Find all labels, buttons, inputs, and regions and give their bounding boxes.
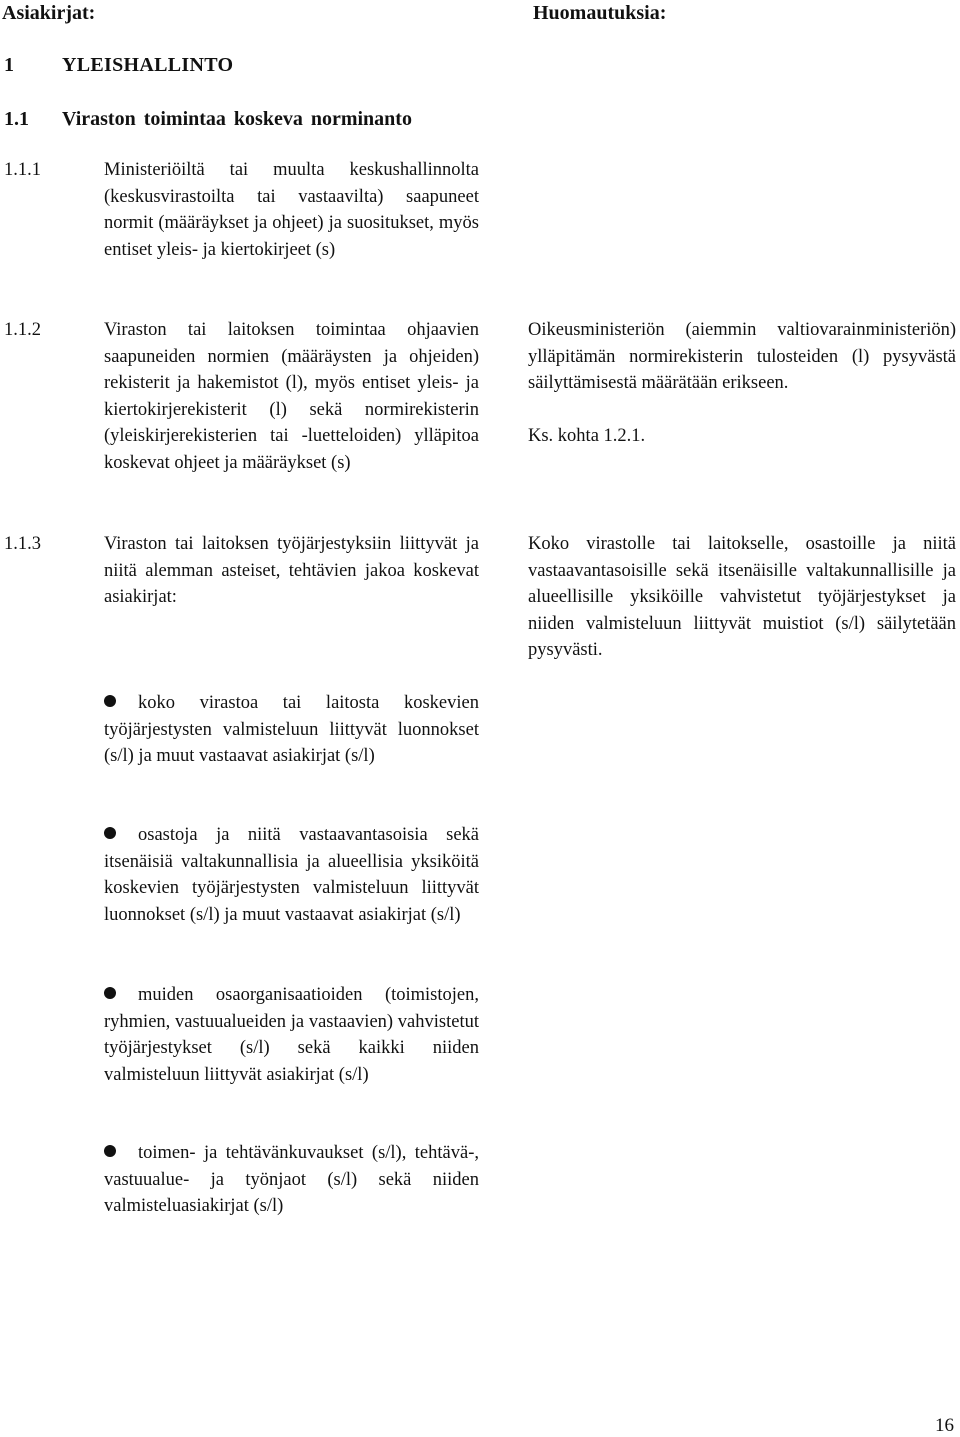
bullet-item: osastoja ja niitä vastaavantasoisia sekä itsenäisiä valtakunnallisia ja alueellisia yksiköitä koskevien työjärjestysten valmisteluun liittyvät luonnokset (s/l) ja muut vastaavat asiakirjat (s/l)	[104, 825, 479, 925]
bullet-dot-icon	[104, 987, 116, 999]
item-1-1-2-text: Viraston tai laitoksen toimintaa ohjaavien saapuneiden normien (määräysten ja ohjeiden) rekisterit ja hakemistot (l), myös entiset yleis- ja kiertokirjerekisterit (l) sekä normirekisterin (yleiskirjerekisterien tai -luetteloiden) ylläpitoa koskevat ohjeet ja määräykset (s)	[104, 320, 479, 473]
item-1-1-3-text: Viraston tai laitoksen työjärjestyksiin liittyvät ja niitä alemman asteiset, tehtävien jakoa koskevat asiakirjat:	[104, 534, 479, 607]
header-remarks: Huomautuksia:	[533, 2, 667, 24]
section-1-number: 1	[4, 54, 14, 76]
item-1-1-2-number: 1.1.2	[4, 320, 41, 340]
section-1-title: YLEISHALLINTO	[62, 54, 234, 76]
page-number: 16	[935, 1415, 954, 1436]
bullet-item: koko virastoa tai laitosta koskevien työjärjestysten valmisteluun liittyvät luonnokset (s/l) ja muut vastaavat asiakirjat (s/l)	[104, 693, 479, 766]
bullet-dot-icon	[104, 1145, 116, 1157]
note-1-1-3: Koko virastolle tai laitokselle, osastoille ja niitä vastaavantasoisille sekä itsenäisille valtakunnallisille ja alueellisille yksiköille vahvistetut työjärjestykset ja niiden valmisteluun liittyvät muistiot (s/l) säilytetään pysyvästi.	[528, 534, 956, 660]
item-1-1-1-number: 1.1.1	[4, 160, 41, 180]
bullet-dot-icon	[104, 695, 116, 707]
section-1-1-title: Viraston toimintaa koskeva norminanto	[62, 108, 412, 130]
item-1-1-1-text: Ministeriöiltä tai muulta keskushallinnolta (keskusvirastoilta tai vastaavilta) saapuneet normit (määräykset ja ohjeet) ja suositukset, myös entiset yleis- ja kiertokirjeet (s)	[104, 160, 479, 260]
note-1-1-2: Oikeusministeriön (aiemmin valtiovarainministeriön) ylläpitämän normirekisterin tulosteiden (l) pysyvästä säilyttämisestä määrätään erikseen.	[528, 320, 956, 393]
bullet-item: toimen- ja tehtävänkuvaukset (s/l), tehtävä-, vastuualue- ja työnjaot (s/l) sekä niiden valmisteluasiakirjat (s/l)	[104, 1143, 479, 1216]
bullet-dot-icon	[104, 827, 116, 839]
header-documents: Asiakirjat:	[2, 2, 96, 24]
item-1-1-3-number: 1.1.3	[4, 534, 41, 554]
section-1-1-number: 1.1	[4, 108, 29, 130]
note-1-1-2-ref: Ks. kohta 1.2.1.	[528, 426, 646, 446]
bullet-item: muiden osaorganisaatioiden (toimistojen, ryhmien, vastuualueiden ja vastaavien) vahvistetut työjärjestykset (s/l) sekä kaikki niiden valmisteluun liittyvät asiakirjat (s/l)	[104, 985, 479, 1085]
